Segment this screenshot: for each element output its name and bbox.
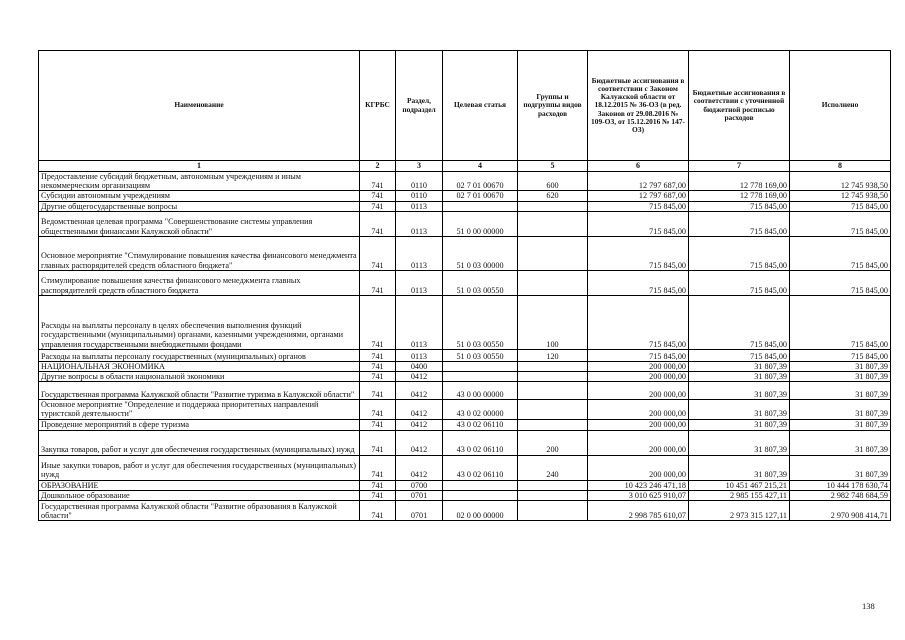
- row-executed-amount-cell: 31 807,39: [790, 361, 891, 371]
- column-number: 8: [790, 161, 891, 172]
- row-target-cell: 02 7 01 00670: [443, 172, 518, 191]
- table-row: [39, 430, 891, 455]
- row-kgrbs-cell: 741: [360, 500, 396, 520]
- row-section-cell: 0113: [396, 349, 443, 361]
- row-kgrbs-cell: 741: [360, 371, 396, 381]
- row-target-cell: 43 0 02 06110: [443, 455, 518, 480]
- row-law-amount-cell: 715 845,00: [588, 211, 689, 236]
- row-name-cell: Государственная программа Калужской области "Развитие образования в Калужской области": [39, 500, 360, 520]
- table-row: [39, 270, 891, 295]
- row-law-amount-cell: 200 000,00: [588, 430, 689, 455]
- row-refined-amount-cell: 31 807,39: [689, 455, 790, 480]
- row-law-amount-cell: 715 845,00: [588, 295, 689, 349]
- row-group-cell: [518, 371, 588, 381]
- row-executed-amount-cell: 715 845,00: [790, 270, 891, 295]
- row-target-cell: [443, 490, 518, 500]
- row-section-cell: 0700: [396, 480, 443, 490]
- row-target-cell: [443, 201, 518, 211]
- row-section-cell: 0412: [396, 455, 443, 480]
- row-target-cell: 43 0 02 06110: [443, 419, 518, 430]
- row-kgrbs-cell: 741: [360, 295, 396, 349]
- row-refined-amount-cell: 31 807,39: [689, 361, 790, 371]
- row-refined-amount-cell: 715 845,00: [689, 211, 790, 236]
- row-name-cell: Ведомственная целевая программа "Совершенствование системы управления общественными финансами Калужской области": [39, 211, 360, 236]
- row-refined-amount-cell: 12 778 169,00: [689, 191, 790, 201]
- row-target-cell: [443, 371, 518, 381]
- row-group-cell: [518, 480, 588, 490]
- row-refined-amount-cell: 2 973 315 127,11: [689, 500, 790, 520]
- row-executed-amount-cell: 715 845,00: [790, 201, 891, 211]
- row-section-cell: 0412: [396, 371, 443, 381]
- column-number: 6: [588, 161, 689, 172]
- row-refined-amount-cell: 31 807,39: [689, 430, 790, 455]
- row-refined-amount-cell: 12 778 169,00: [689, 172, 790, 191]
- row-law-amount-cell: 200 000,00: [588, 382, 689, 400]
- table-row: [39, 172, 891, 191]
- row-target-cell: 02 0 00 00000: [443, 500, 518, 520]
- row-law-amount-cell: 3 010 625 910,07: [588, 490, 689, 500]
- row-law-amount-cell: 200 000,00: [588, 361, 689, 371]
- row-target-cell: 43 0 02 06110: [443, 430, 518, 455]
- row-refined-amount-cell: 31 807,39: [689, 400, 790, 419]
- row-refined-amount-cell: 715 845,00: [689, 201, 790, 211]
- row-law-amount-cell: 715 845,00: [588, 349, 689, 361]
- row-kgrbs-cell: 741: [360, 400, 396, 419]
- column-number: 3: [396, 161, 443, 172]
- row-refined-amount-cell: 31 807,39: [689, 419, 790, 430]
- row-target-cell: 51 0 03 00550: [443, 270, 518, 295]
- header-groups: Группы и подгруппы видов расходов: [518, 51, 588, 161]
- row-target-cell: 51 0 03 00000: [443, 236, 518, 270]
- row-section-cell: 0113: [396, 295, 443, 349]
- row-executed-amount-cell: 31 807,39: [790, 419, 891, 430]
- table-row: [39, 419, 891, 430]
- table-row: [39, 382, 891, 400]
- row-law-amount-cell: 200 000,00: [588, 371, 689, 381]
- row-law-amount-cell: 200 000,00: [588, 419, 689, 430]
- column-number: 4: [443, 161, 518, 172]
- row-group-cell: 620: [518, 191, 588, 201]
- row-refined-amount-cell: 715 845,00: [689, 236, 790, 270]
- row-section-cell: 0113: [396, 236, 443, 270]
- row-section-cell: 0110: [396, 191, 443, 201]
- header-row: [39, 51, 891, 161]
- header-executed: Исполнено: [790, 51, 891, 161]
- row-law-amount-cell: 715 845,00: [588, 201, 689, 211]
- row-law-amount-cell: 200 000,00: [588, 455, 689, 480]
- row-executed-amount-cell: 31 807,39: [790, 430, 891, 455]
- row-name-cell: Расходы на выплаты персоналу в целях обеспечения выполнения функций государственными (муниципальными) органами, казенными учреждениями, органами управления государственными внебюджетными фондами: [39, 295, 360, 349]
- row-target-cell: [443, 480, 518, 490]
- row-target-cell: 43 0 00 00000: [443, 382, 518, 400]
- table-row: [39, 455, 891, 480]
- row-law-amount-cell: 200 000,00: [588, 400, 689, 419]
- row-name-cell: Основное мероприятие "Определение и поддержка приоритетных направлений туристской деятельности": [39, 400, 360, 419]
- row-name-cell: Расходы на выплаты персоналу государственных (муниципальных) органов: [39, 349, 360, 361]
- row-executed-amount-cell: 715 845,00: [790, 236, 891, 270]
- row-name-cell: ОБРАЗОВАНИЕ: [39, 480, 360, 490]
- row-name-cell: Субсидии автономным учреждениям: [39, 191, 360, 201]
- table-row: [39, 400, 891, 419]
- row-executed-amount-cell: 31 807,39: [790, 400, 891, 419]
- row-name-cell: Проведение мероприятий в сфере туризма: [39, 419, 360, 430]
- row-name-cell: Основное мероприятие "Стимулирование повышения качества финансового менеджмента главных распорядителей средств областного бюджета": [39, 236, 360, 270]
- column-number: 5: [518, 161, 588, 172]
- row-kgrbs-cell: 741: [360, 211, 396, 236]
- row-section-cell: 0113: [396, 211, 443, 236]
- row-name-cell: Закупка товаров, работ и услуг для обеспечения государственных (муниципальных) нужд: [39, 430, 360, 455]
- row-section-cell: 0113: [396, 201, 443, 211]
- row-section-cell: 0113: [396, 270, 443, 295]
- row-executed-amount-cell: 715 845,00: [790, 295, 891, 349]
- table-row: [39, 191, 891, 201]
- row-target-cell: 51 0 03 00550: [443, 349, 518, 361]
- row-group-cell: [518, 382, 588, 400]
- row-kgrbs-cell: 741: [360, 419, 396, 430]
- row-group-cell: 240: [518, 455, 588, 480]
- row-kgrbs-cell: 741: [360, 361, 396, 371]
- table-row: [39, 211, 891, 236]
- row-group-cell: [518, 270, 588, 295]
- row-target-cell: 43 0 02 00000: [443, 400, 518, 419]
- row-name-cell: Другие вопросы в области национальной экономики: [39, 371, 360, 381]
- row-kgrbs-cell: 741: [360, 382, 396, 400]
- table-body: [39, 172, 891, 521]
- row-target-cell: [443, 361, 518, 371]
- row-group-cell: [518, 211, 588, 236]
- table-row: [39, 490, 891, 500]
- header-refined-allocations: Бюджетные ассигнования в соответствии с уточненной бюджетной росписью расходов: [689, 51, 790, 161]
- row-refined-amount-cell: 31 807,39: [689, 371, 790, 381]
- row-kgrbs-cell: 741: [360, 430, 396, 455]
- row-executed-amount-cell: 31 807,39: [790, 371, 891, 381]
- row-section-cell: 0701: [396, 490, 443, 500]
- row-name-cell: Стимулирование повышения качества финансового менеджмента главных распорядителей средств областного бюджета: [39, 270, 360, 295]
- table-row: [39, 500, 891, 520]
- row-refined-amount-cell: 10 451 467 215,21: [689, 480, 790, 490]
- row-section-cell: 0412: [396, 430, 443, 455]
- row-executed-amount-cell: 2 982 748 684,59: [790, 490, 891, 500]
- row-kgrbs-cell: 741: [360, 490, 396, 500]
- row-law-amount-cell: 12 797 687,00: [588, 191, 689, 201]
- row-kgrbs-cell: 741: [360, 270, 396, 295]
- row-kgrbs-cell: 741: [360, 191, 396, 201]
- table-row: [39, 361, 891, 371]
- row-name-cell: Государственная программа Калужской области "Развитие туризма в Калужской области": [39, 382, 360, 400]
- row-section-cell: 0412: [396, 400, 443, 419]
- row-section-cell: 0400: [396, 361, 443, 371]
- row-target-cell: 51 0 00 00000: [443, 211, 518, 236]
- table-row: [39, 349, 891, 361]
- table-row: [39, 236, 891, 270]
- row-target-cell: 02 7 01 00670: [443, 191, 518, 201]
- column-number: 2: [360, 161, 396, 172]
- table-row: [39, 295, 891, 349]
- row-kgrbs-cell: 741: [360, 455, 396, 480]
- row-section-cell: 0701: [396, 500, 443, 520]
- row-kgrbs-cell: 741: [360, 480, 396, 490]
- row-executed-amount-cell: 12 745 938,50: [790, 191, 891, 201]
- header-law-allocations: Бюджетные ассигнования в соответствии с Законом Калужской области от 18.12.2015 № 36-ОЗ (в ред. Законов от 29.08.2016 № 109-ОЗ, от 15.12.2016 № 147-ОЗ): [588, 51, 689, 161]
- row-kgrbs-cell: 741: [360, 201, 396, 211]
- column-number-row: [39, 161, 891, 172]
- table-row: [39, 480, 891, 490]
- row-law-amount-cell: 12 797 687,00: [588, 172, 689, 191]
- row-group-cell: 100: [518, 295, 588, 349]
- row-name-cell: Другие общегосударственные вопросы: [39, 201, 360, 211]
- row-group-cell: 200: [518, 430, 588, 455]
- row-group-cell: [518, 490, 588, 500]
- row-law-amount-cell: 715 845,00: [588, 236, 689, 270]
- row-law-amount-cell: 715 845,00: [588, 270, 689, 295]
- budget-table: [38, 50, 891, 521]
- header-target: Целевая статья: [443, 51, 518, 161]
- column-number: 7: [689, 161, 790, 172]
- row-name-cell: НАЦИОНАЛЬНАЯ ЭКОНОМИКА: [39, 361, 360, 371]
- row-refined-amount-cell: 715 845,00: [689, 270, 790, 295]
- row-name-cell: Иные закупки товаров, работ и услуг для обеспечения государственных (муниципальных) нужд: [39, 455, 360, 480]
- row-executed-amount-cell: 31 807,39: [790, 455, 891, 480]
- row-group-cell: [518, 500, 588, 520]
- row-refined-amount-cell: 715 845,00: [689, 295, 790, 349]
- page-number: 138: [862, 601, 875, 611]
- row-group-cell: [518, 419, 588, 430]
- row-kgrbs-cell: 741: [360, 172, 396, 191]
- row-refined-amount-cell: 715 845,00: [689, 349, 790, 361]
- header-name: Наименование: [39, 51, 360, 161]
- column-number: 1: [39, 161, 360, 172]
- row-refined-amount-cell: 2 985 155 427,11: [689, 490, 790, 500]
- row-section-cell: 0412: [396, 382, 443, 400]
- row-group-cell: [518, 400, 588, 419]
- row-executed-amount-cell: 2 970 908 414,71: [790, 500, 891, 520]
- row-refined-amount-cell: 31 807,39: [689, 382, 790, 400]
- row-section-cell: 0110: [396, 172, 443, 191]
- row-group-cell: [518, 361, 588, 371]
- table-row: [39, 201, 891, 211]
- row-kgrbs-cell: 741: [360, 349, 396, 361]
- row-executed-amount-cell: 715 845,00: [790, 211, 891, 236]
- row-section-cell: 0412: [396, 419, 443, 430]
- row-name-cell: Дошкольное образование: [39, 490, 360, 500]
- row-group-cell: [518, 236, 588, 270]
- row-executed-amount-cell: 715 845,00: [790, 349, 891, 361]
- row-law-amount-cell: 2 998 785 610,07: [588, 500, 689, 520]
- row-group-cell: 120: [518, 349, 588, 361]
- row-executed-amount-cell: 12 745 938,50: [790, 172, 891, 191]
- table-row: [39, 371, 891, 381]
- row-kgrbs-cell: 741: [360, 236, 396, 270]
- header-section: Раздел, подраздел: [396, 51, 443, 161]
- row-group-cell: [518, 201, 588, 211]
- row-executed-amount-cell: 31 807,39: [790, 382, 891, 400]
- row-target-cell: 51 0 03 00550: [443, 295, 518, 349]
- row-group-cell: 600: [518, 172, 588, 191]
- row-law-amount-cell: 10 423 246 471,18: [588, 480, 689, 490]
- row-name-cell: Предоставление субсидий бюджетным, автономным учреждениям и иным некоммерческим организациям: [39, 172, 360, 191]
- header-kgrbs: КГРБС: [360, 51, 396, 161]
- row-executed-amount-cell: 10 444 178 630,74: [790, 480, 891, 490]
